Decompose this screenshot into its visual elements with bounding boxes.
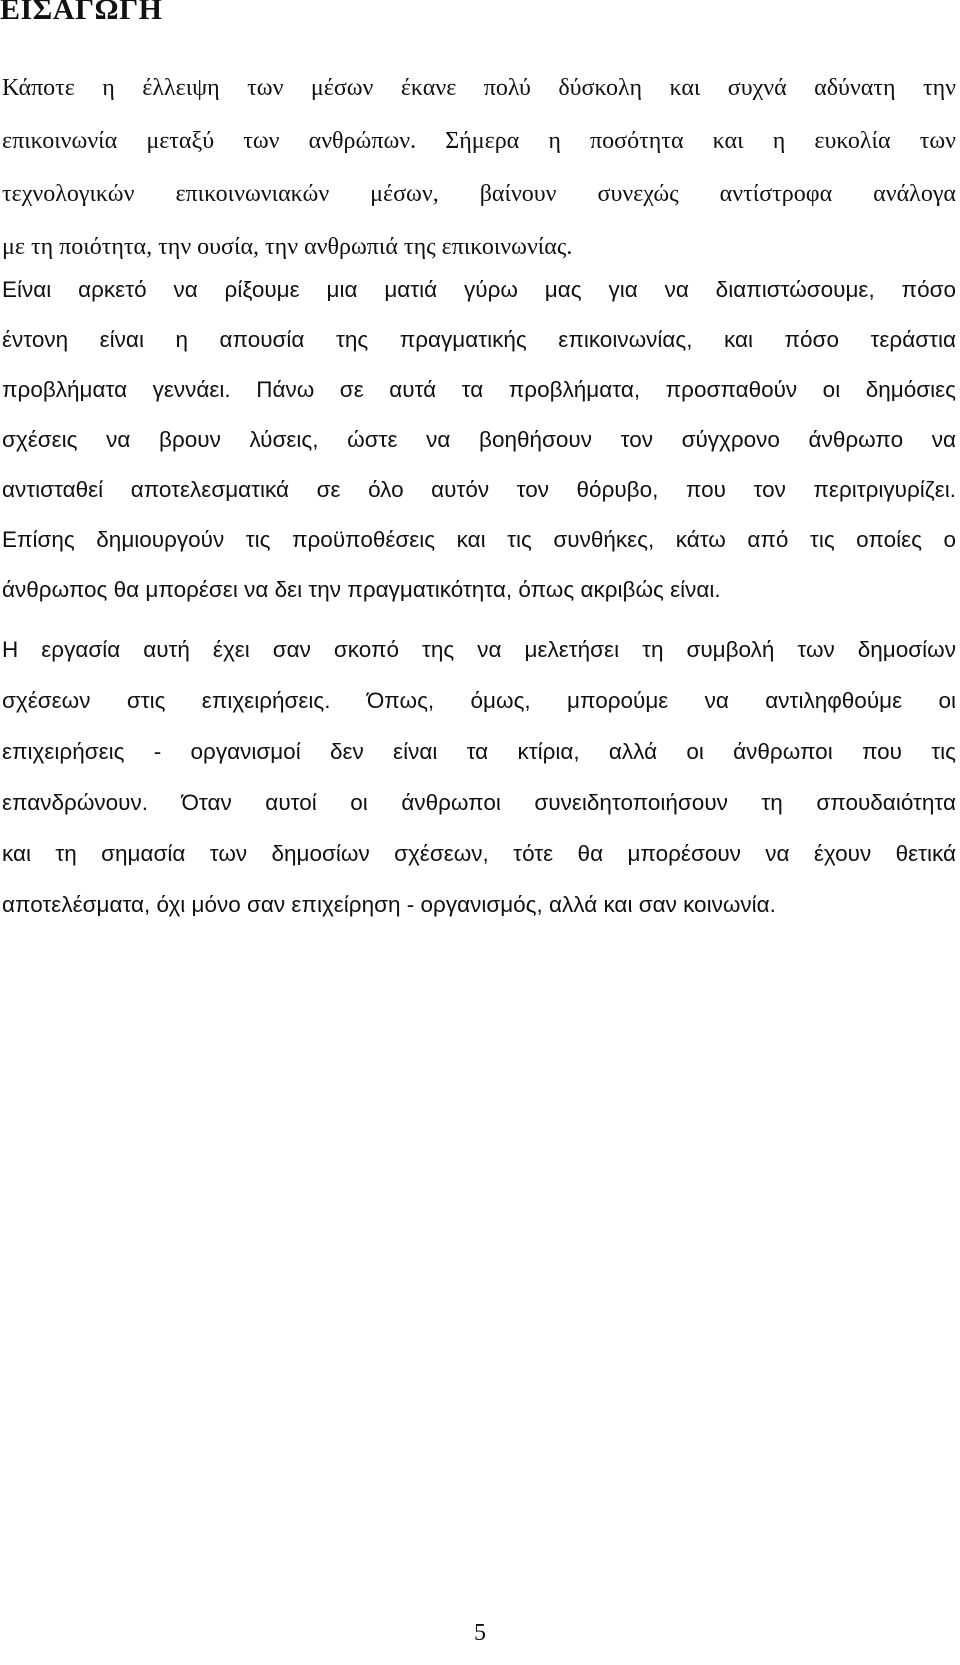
text-line: Η εργασία αυτή έχει σαν σκοπό της να μελετήσει τη συμβολή των δημοσίων <box>2 637 956 662</box>
text-line: σχέσεις να βρουν λύσεις, ώστε να βοηθήσουν τον σύγχρονο άνθρωπο να <box>2 427 956 452</box>
section-title: ΕΙΣΑΓΩΓΗ <box>0 0 163 26</box>
text-line: προβλήματα γεννάει. Πάνω σε αυτά τα προβλήματα, προσπαθούν οι δημόσιες <box>2 377 956 402</box>
paragraph-purpose <box>2 624 956 930</box>
text-line: και τη σημασία των δημοσίων σχέσεων, τότε θα μπορέσουν να έχουν θετικά <box>2 841 956 866</box>
text-line: Είναι αρκετό να ρίξουμε μια ματιά γύρω μας για να διαπιστώσουμε, πόσο <box>2 277 956 302</box>
text-line: επανδρώνουν. Όταν αυτοί οι άνθρωποι συνειδητοποιήσουν τη σπουδαιότητα <box>2 790 956 815</box>
paragraph-intro <box>2 62 956 274</box>
paragraph-observation <box>2 265 956 615</box>
text-line: έντονη είναι η απουσία της πραγματικής επικοινωνίας, και πόσο τεράστια <box>2 327 956 352</box>
text-line: άνθρωπος θα μπορέσει να δει την πραγματικότητα, όπως ακριβώς είναι. <box>2 577 721 602</box>
text-line: τεχνολογικών επικοινωνιακών μέσων, βαίνουν συνεχώς αντίστροφα ανάλογα <box>2 181 956 207</box>
text-line: αποτελέσματα, όχι μόνο σαν επιχείρηση - οργανισμός, αλλά και σαν κοινωνία. <box>2 892 776 917</box>
text-line: επικοινωνία μεταξύ των ανθρώπων. Σήμερα η ποσότητα και η ευκολία των <box>2 128 956 154</box>
text-line: αντισταθεί αποτελεσματικά σε όλο αυτόν τον θόρυβο, που τον περιτριγυρίζει. <box>2 477 956 502</box>
text-line: επιχειρήσεις - οργανισμοί δεν είναι τα κτίρια, αλλά οι άνθρωποι που τις <box>2 739 956 764</box>
text-line: Κάποτε η έλλειψη των μέσων έκανε πολύ δύσκολη και συχνά αδύνατη την <box>2 75 956 101</box>
page-number: 5 <box>474 1620 486 1646</box>
text-line: με τη ποιότητα, την ουσία, την ανθρωπιά της επικοινωνίας. <box>2 234 573 260</box>
text-line: σχέσεων στις επιχειρήσεις. Όπως, όμως, μπορούμε να αντιληφθούμε οι <box>2 688 956 713</box>
text-line: Επίσης δημιουργούν τις προϋποθέσεις και τις συνθήκες, κάτω από τις οποίες ο <box>2 527 956 552</box>
